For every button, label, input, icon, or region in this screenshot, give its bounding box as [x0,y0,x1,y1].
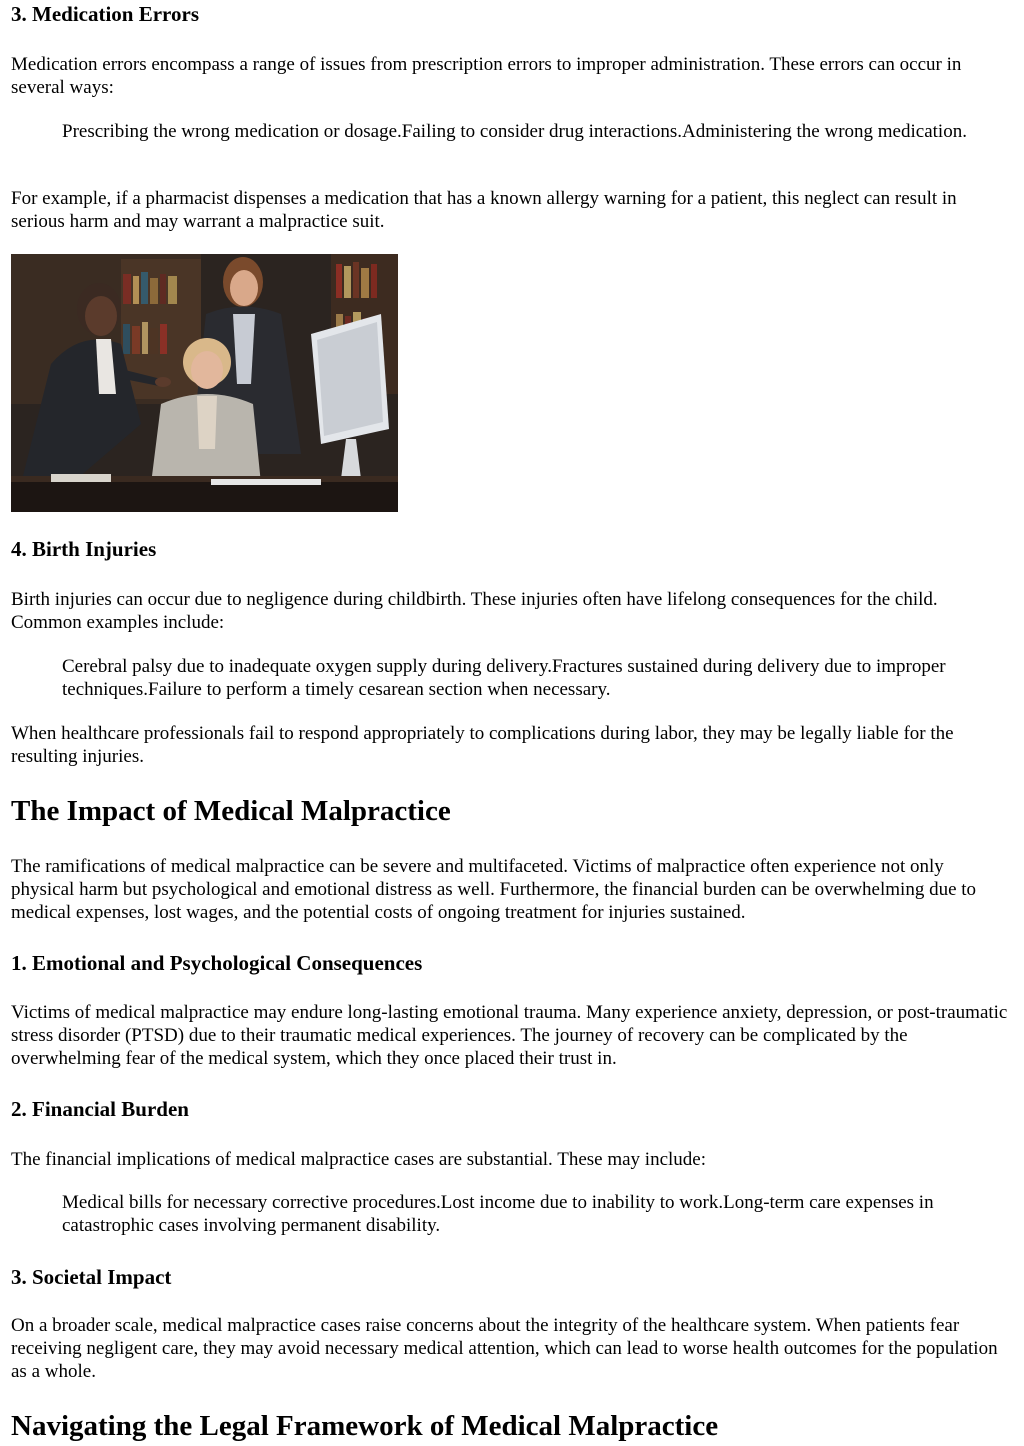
paragraph-medication-errors-intro: Medication errors encompass a range of issues from prescription errors to improper administration. These errors can occur in several ways: [11,54,962,98]
heading-legal-framework: Navigating the Legal Framework of Medical Malpractice [11,1410,719,1442]
paragraph-birth-injuries-intro: Birth injuries can occur due to negligence during childbirth. These injuries often have lifelong consequences for the child. Common examples include: [11,589,938,633]
heading-emotional-consequences: 1. Emotional and Psychological Consequences [11,951,423,975]
paragraph-societal-impact: On a broader scale, medical malpractice cases raise concerns about the integrity of the healthcare system. When patients fear receiving negligent care, they may avoid necessary medical attention, which can lead to worse health outcomes for the population as a whole. [11,1315,998,1382]
heading-societal-impact: 3. Societal Impact [11,1265,172,1289]
paragraph-medication-errors-example: For example, if a pharmacist dispenses a medication that has a known allergy warning for a patient, this neglect can result in serious harm and may warrant a malpractice suit. [11,188,957,232]
paragraph-impact-intro: The ramifications of medical malpractice can be severe and multifaceted. Victims of malpractice often experience not only physical harm but psychological and emotional distress as well. Furthermore, the financial burden can be overwhelming due to medical expenses, lost wages, and the potential costs of ongoing treatment for injuries sustained. [11,856,977,923]
paragraph-birth-injuries-closing: When healthcare professionals fail to respond appropriately to complications during labor, they may be legally liable for the resulting injuries. [11,723,954,767]
heading-financial-burden: 2. Financial Burden [11,1097,189,1121]
paragraph-financial-intro: The financial implications of medical malpractice cases are substantial. These may include: [11,1149,706,1170]
heading-medication-errors: 3. Medication Errors [11,2,199,26]
office-meeting-photo [11,254,398,512]
paragraph-emotional-consequences: Victims of medical malpractice may endure long-lasting emotional trauma. Many experience anxiety, depression, or post-traumatic stress disorder (PTSD) due to their traumatic medical experiences. The journey of recovery can be complicated by the overwhelming fear of the medical system, which they once placed their trust in. [11,1002,1008,1069]
heading-impact: The Impact of Medical Malpractice [11,795,451,827]
heading-birth-injuries: 4. Birth Injuries [11,537,157,561]
list-birth-injuries: Cerebral palsy due to inadequate oxygen supply during delivery.Fractures sustained during delivery due to improper techniques.Failure to perform a timely cesarean section when necessary. [62,656,946,700]
list-medication-errors: Prescribing the wrong medication or dosage.Failing to consider drug interactions.Administering the wrong medication. [62,121,967,142]
list-financial-burden: Medical bills for necessary corrective procedures.Lost income due to inability to work.Long-term care expenses in catastrophic cases involving permanent disability. [62,1192,934,1236]
